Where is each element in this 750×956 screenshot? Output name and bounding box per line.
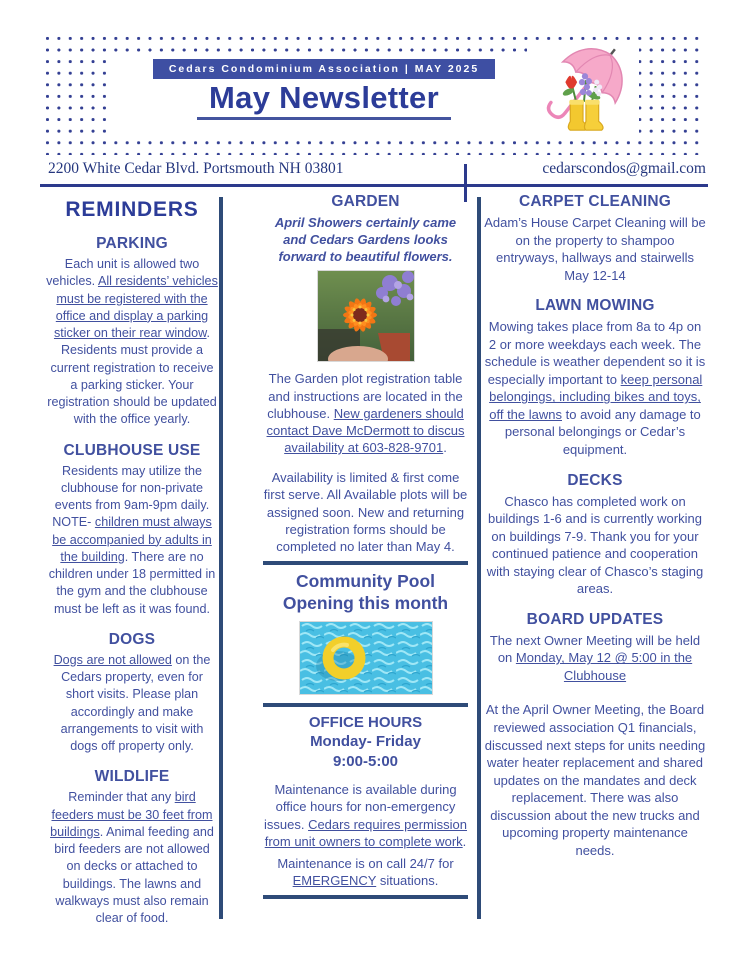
garden-registration-text: The Garden plot registration table and instructions are located in the clubhouse. New gardeners should contact Dave McDermott to discus availability at 603-828-9701. (266, 371, 465, 456)
address-bar (48, 160, 706, 178)
board-updates-heading: BOARD UPDATES (526, 610, 664, 628)
board-meeting-text: The next Owner Meeting will be held on Monday, May 12 @ 5:00 in the Clubhouse (489, 632, 701, 683)
emergency-text: Maintenance is on call 24/7 for EMERGENCY situations. (277, 855, 454, 889)
clubhouse-heading: CLUBHOUSE USE (63, 441, 201, 459)
wildlife-heading: WILDLIFE (94, 768, 170, 786)
umbrella-boots-illustration (527, 40, 639, 140)
garden-availability-text: Availability is limited & first come first serve. All Available plots will be assigned soon. New and returning registration forms should be completed no later than May 4. (263, 470, 468, 554)
garden-intro: April Showers certainly came and Cedars Gardens looks forward to beautiful flowers. (274, 215, 457, 265)
office-times: 9:00-5:00 (332, 752, 399, 770)
section-bar (263, 703, 468, 707)
mowing-heading: LAWN MOWING (535, 297, 655, 315)
mowing-text: Mowing takes place from 8a to 4p on 2 or more weekdays each week. The schedule is weather dependent so it is especially important to keep personal belongings, including bikes and toys, off the lawns to avoid any damage to personal belongings or Cedar’s equipment. (484, 319, 706, 458)
garden-flower-photo (317, 270, 415, 362)
garden-heading: GARDEN (331, 193, 400, 210)
garden-column (263, 193, 468, 905)
dotted-border (45, 36, 706, 155)
dogs-text: Dogs are not allowed on the Cedars property, even for short visits. Please plan accordingly and make arrangements to visit with dogs off property only. (53, 652, 211, 753)
pool-photo (299, 621, 433, 695)
association-banner: Cedars Condominium Association | MAY 2025 (153, 59, 495, 79)
section-bar (263, 895, 468, 899)
street-address: 2200 White Cedar Blvd. Portsmouth NH 03801 (48, 160, 344, 177)
office-days: Monday- Friday (310, 733, 421, 751)
office-hours-block (263, 713, 468, 772)
updates-column (484, 193, 706, 864)
carpet-heading: CARPET CLEANING (519, 193, 671, 210)
dogs-heading: DOGS (108, 630, 156, 648)
pool-heading: Community Pool Opening this month (282, 571, 449, 613)
header-rule (40, 184, 708, 187)
header-title-box (112, 56, 536, 136)
decks-heading: DECKS (567, 471, 623, 489)
wildlife-text: Reminder that any bird feeders must be 30 feet from buildings. Animal feeding and bird feeders are not allowed on decks or attached to buildings. The lawns and walkways must also remain clear of food. (50, 790, 214, 925)
column-divider-left (219, 197, 223, 919)
reminders-column (46, 196, 218, 932)
clubhouse-text: Residents may utilize the clubhouse for non-private events from 9am-9pm daily. NOTE- children must always be accompanied by adults in the building. There are no children under 18 permitted in the gym and the clubhouse must be left as it was found. (48, 463, 216, 616)
umbrella-icon (529, 41, 637, 139)
carpet-text: Adam’s House Carpet Cleaning will be on the property to shampoo entryways, hallways and stairwells May 12-14 (484, 215, 706, 283)
column-divider-right (477, 197, 481, 919)
board-recap-text: At the April Owner Meeting, the Board reviewed association Q1 financials, discussed next steps for units needing water heater replacement and shared updates on the mandates and deck replacement. There was also discussion about the new trucks and upcoming property maintenance needs. (484, 702, 706, 858)
parking-text: Each unit is allowed two vehicles. All residents’ vehicles must be registered with the office and display a parking sticker on their rear window. Residents must provide a current registration to receive a parking sticker. Your registration should be updated with the office yearly. (46, 257, 218, 427)
page-title: May Newsletter (197, 80, 451, 120)
email-address: cedarscondos@gmail.com (542, 160, 706, 177)
parking-heading: PARKING (96, 235, 168, 252)
section-bar (263, 561, 468, 565)
reminders-title: REMINDERS (65, 198, 199, 221)
decks-text: Chasco has completed work on buildings 1-6 and is currently working on buildings 7-9. Thank you for your continued patience and cooperation with staying clear of Chasco’s staging areas. (486, 493, 704, 597)
office-hours-heading: OFFICE HOURS (308, 713, 423, 731)
maintenance-text: Maintenance is available during office hours for non-emergency issues. Cedars requires permission from unit owners to complete work. (263, 782, 468, 849)
